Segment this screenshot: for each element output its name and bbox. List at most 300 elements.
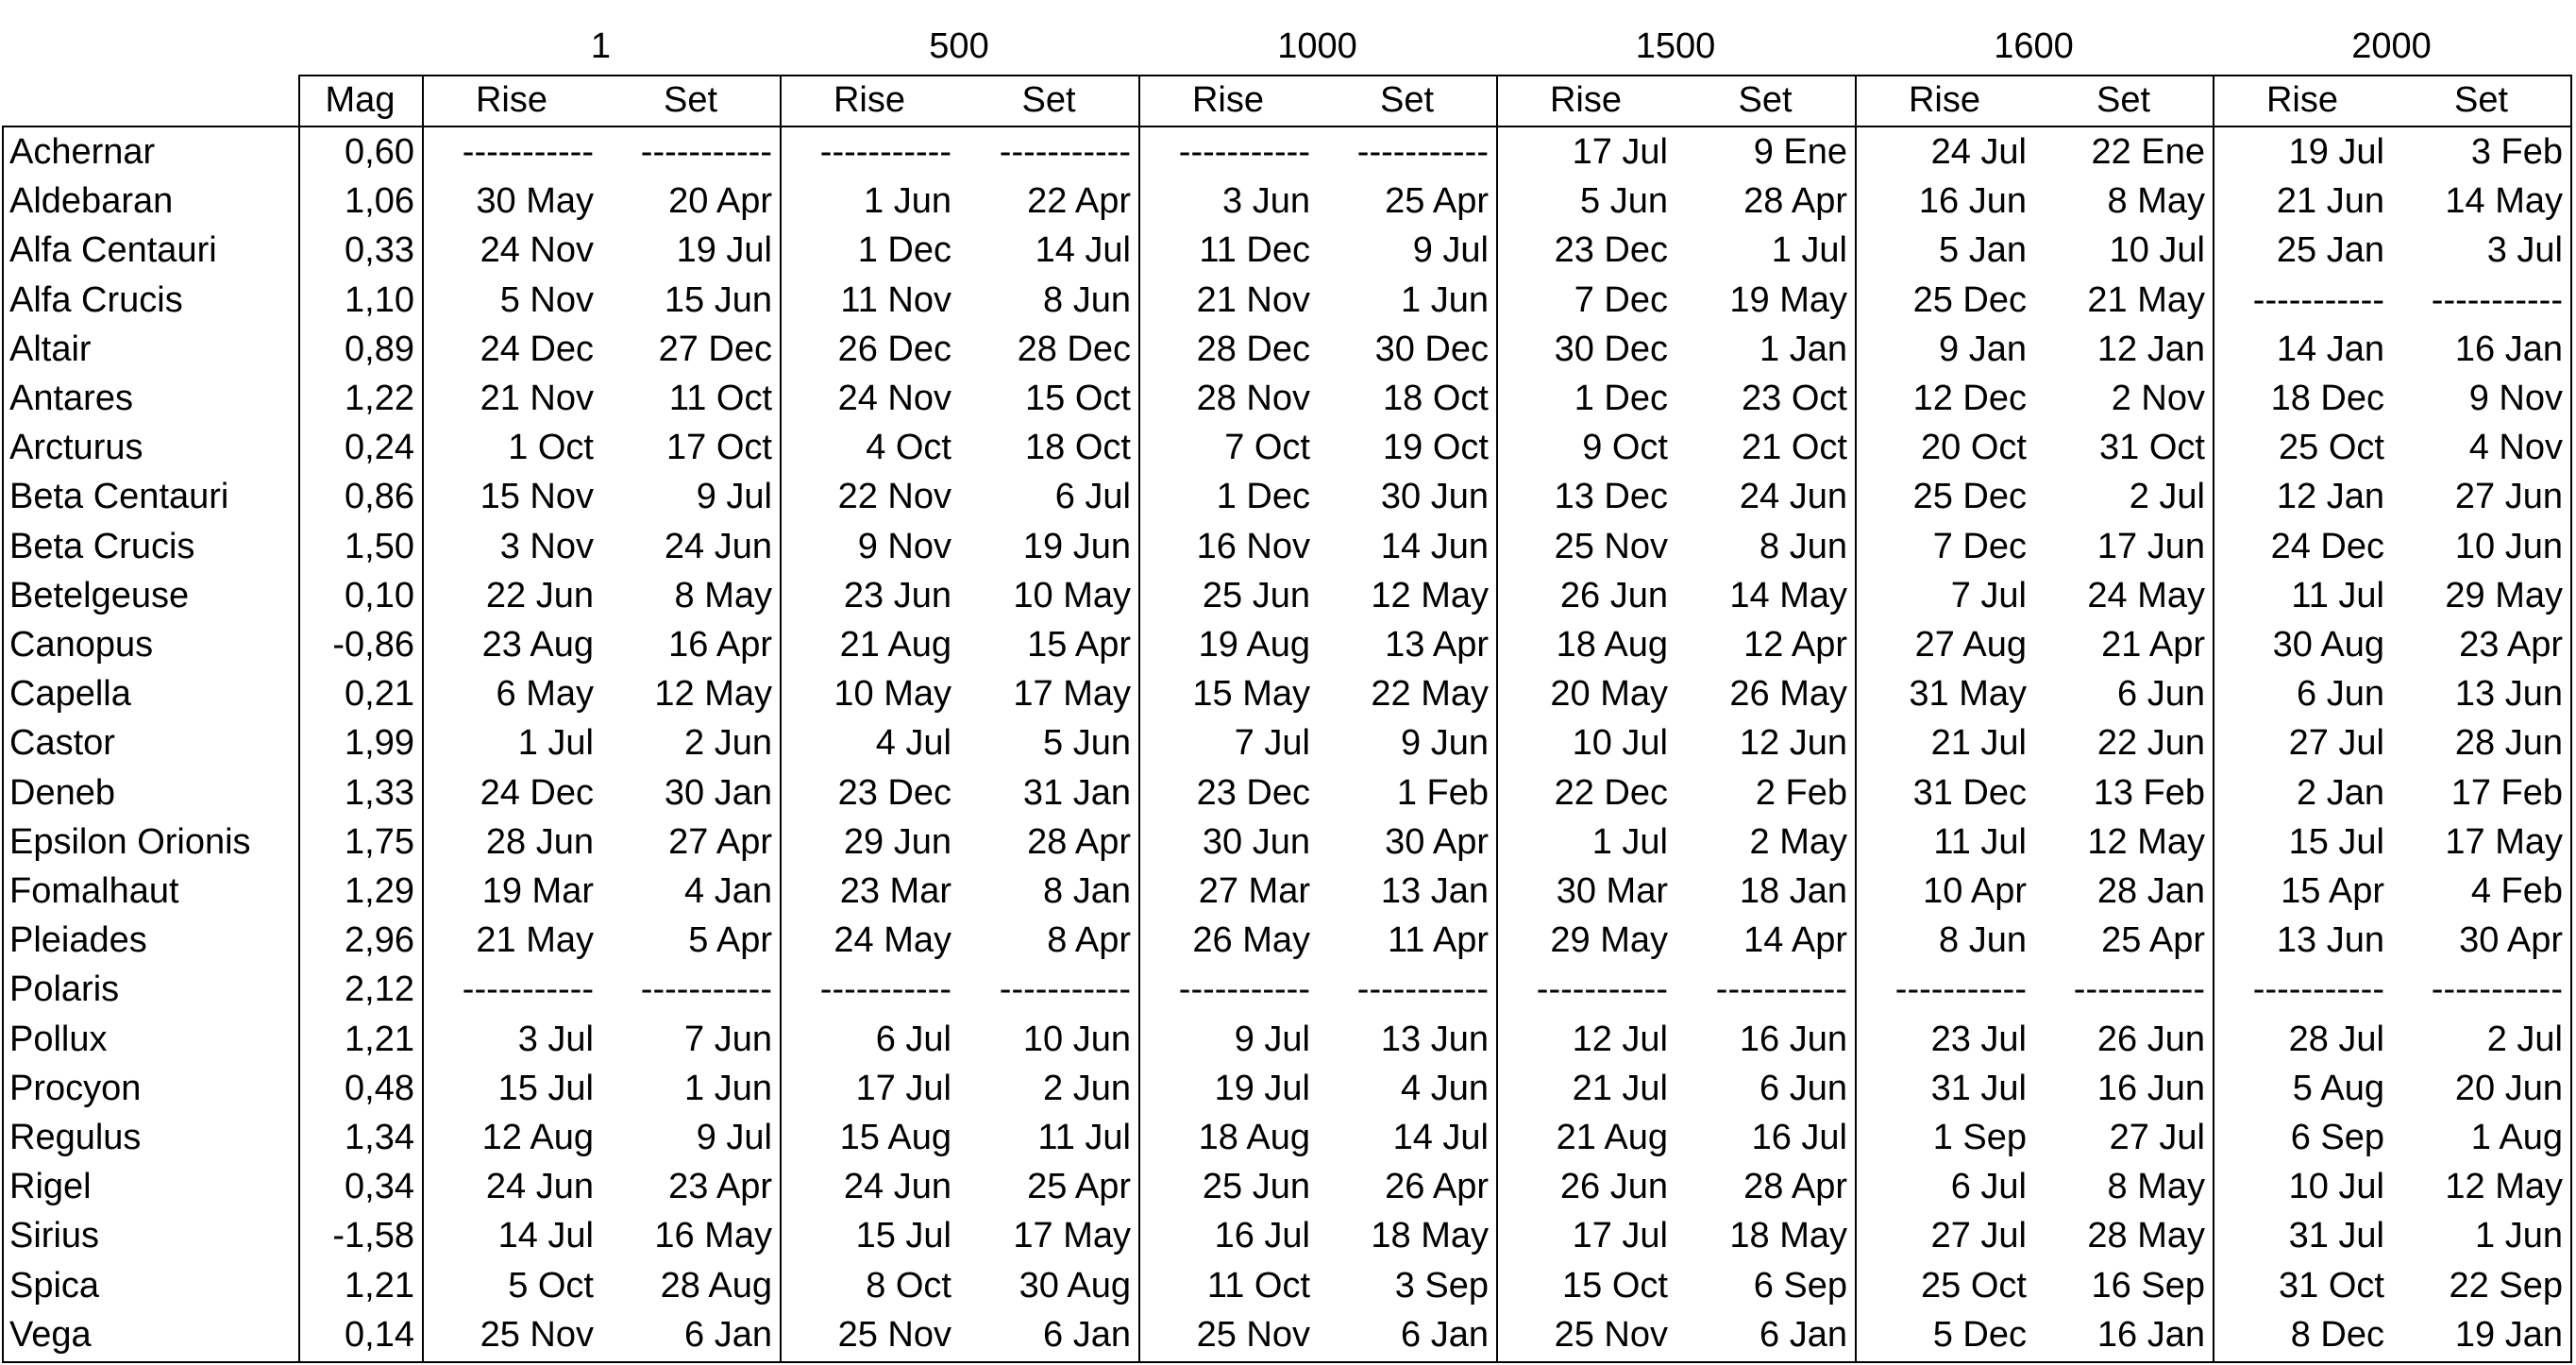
set-date: 6 Jun	[2117, 674, 2205, 714]
rise-date: 23 Dec	[837, 773, 951, 813]
rise-date: 9 Oct	[1582, 428, 1668, 467]
set-header: Set	[663, 80, 718, 120]
rise-date: 28 Jun	[485, 822, 594, 862]
set-date: 9 Ene	[1753, 132, 1847, 172]
set-date: 21 Oct	[1742, 428, 1847, 467]
rise-date: 7 Dec	[1574, 280, 1668, 320]
star-name: Castor	[9, 723, 115, 763]
star-magnitude: 1,34	[345, 1118, 414, 1157]
rise-date: 15 Jul	[497, 1069, 594, 1108]
rise-date: 15 Apr	[2281, 871, 2384, 911]
rise-date: 15 Jul	[2288, 822, 2384, 862]
set-date: 2 Jun	[684, 723, 772, 763]
rise-date: 14 Jan	[2276, 329, 2384, 369]
rise-date: 11 Nov	[840, 280, 951, 320]
rise-date: 1 Sep	[1932, 1118, 2027, 1157]
rise-date: 23 Aug	[481, 625, 594, 665]
rise-date: 23 Jul	[1930, 1020, 2027, 1059]
rise-date: 9 Jan	[1939, 329, 2027, 369]
set-date: 15 Jun	[664, 280, 772, 320]
rise-date: 24 Dec	[480, 329, 594, 369]
rise-date: 11 Dec	[1199, 230, 1310, 270]
set-date: 1 Jul	[1771, 230, 1847, 270]
table-left-border	[2, 126, 4, 1363]
star-magnitude: -1,58	[332, 1216, 414, 1255]
set-header: Set	[2453, 80, 2509, 120]
set-date: -----------	[1356, 132, 1489, 172]
rise-date: 25 Dec	[1912, 280, 2027, 320]
set-date: 21 Apr	[2101, 625, 2205, 665]
set-date: 16 Jul	[1751, 1118, 1847, 1157]
set-date: 13 Apr	[1385, 625, 1489, 665]
rise-date: 28 Dec	[1196, 329, 1310, 369]
rise-date: 3 Jun	[1222, 181, 1310, 221]
rise-date: 9 Jul	[1234, 1020, 1310, 1059]
set-date: 30 Jan	[664, 773, 772, 813]
star-name: Aldebaran	[9, 181, 174, 221]
set-date: -----------	[999, 969, 1131, 1009]
set-date: 10 Jun	[1022, 1020, 1131, 1059]
rise-header: Rise	[2265, 80, 2339, 120]
rise-date: 24 Dec	[2270, 527, 2384, 566]
rise-date: 24 May	[833, 920, 951, 960]
rise-date: 25 Jan	[2276, 230, 2384, 270]
year-label: 2000	[2351, 26, 2432, 66]
rise-date: 15 Nov	[480, 477, 594, 516]
set-date: 22 Ene	[2091, 132, 2205, 172]
rise-date: 11 Oct	[1206, 1266, 1310, 1306]
rise-date: 24 Nov	[837, 379, 951, 418]
star-name: Betelgeuse	[9, 576, 190, 615]
rise-date: -----------	[819, 969, 951, 1009]
rise-date: 16 Jun	[1918, 181, 2027, 221]
rise-date: 19 Jul	[2288, 132, 2384, 172]
set-date: 5 Apr	[688, 920, 772, 960]
rise-date: 21 Jun	[2276, 181, 2384, 221]
set-date: 12 May	[2087, 822, 2205, 862]
rise-date: 18 Dec	[2270, 379, 2384, 418]
body-top-border	[2, 126, 2572, 127]
set-date: 11 Oct	[668, 379, 772, 418]
set-date: 23 Apr	[2459, 625, 2563, 665]
star-name: Regulus	[9, 1118, 142, 1157]
rise-date: 22 Jun	[485, 576, 594, 615]
star-name: Epsilon Orionis	[9, 822, 251, 862]
set-date: 14 Jun	[1380, 527, 1489, 566]
rise-date: 21 Aug	[839, 625, 951, 665]
set-date: 4 Jan	[684, 871, 772, 911]
set-date: 16 Jan	[2454, 329, 2563, 369]
rise-date: 12 Jan	[2276, 477, 2384, 516]
year-label: 1	[590, 26, 612, 66]
set-date: 2 Jul	[2129, 477, 2205, 516]
set-date: 6 Jan	[684, 1315, 772, 1355]
star-magnitude: 0,60	[345, 132, 414, 172]
set-date: 16 Apr	[668, 625, 772, 665]
column-divider	[422, 75, 424, 1363]
set-date: 28 Apr	[1027, 822, 1131, 862]
rise-date: 3 Jul	[517, 1020, 594, 1059]
set-date: 8 Apr	[1047, 920, 1131, 960]
rise-date: 25 Oct	[1921, 1266, 2027, 1306]
set-date: 23 Apr	[668, 1167, 772, 1206]
set-date: 26 Apr	[1385, 1167, 1489, 1206]
star-magnitude: 0,34	[345, 1167, 414, 1206]
set-date: 1 Jan	[1759, 329, 1847, 369]
set-date: 14 May	[2445, 181, 2563, 221]
rise-date: 10 Jul	[2288, 1167, 2384, 1206]
rise-date: 5 Jan	[1939, 230, 2027, 270]
rise-date: 25 Dec	[1912, 477, 2027, 516]
star-magnitude: 0,33	[345, 230, 414, 270]
star-magnitude: 1,99	[345, 723, 414, 763]
rise-header: Rise	[1191, 80, 1265, 120]
rise-date: 6 Sep	[2290, 1118, 2384, 1157]
set-date: 17 Oct	[666, 428, 772, 467]
set-date: 15 Oct	[1025, 379, 1131, 418]
rise-date: 15 Aug	[839, 1118, 951, 1157]
set-date: 28 May	[2087, 1216, 2205, 1255]
set-date: 18 May	[1729, 1216, 1847, 1255]
rise-date: 5 Nov	[499, 280, 594, 320]
set-date: 30 Apr	[2459, 920, 2563, 960]
star-name: Fomalhaut	[9, 871, 179, 911]
column-divider	[2213, 75, 2214, 1363]
rise-date: 24 Nov	[480, 230, 594, 270]
set-date: 19 Jun	[1022, 527, 1131, 566]
set-date: -----------	[640, 132, 772, 172]
set-date: 8 Jun	[1043, 280, 1131, 320]
set-header: Set	[1021, 80, 1076, 120]
rise-date: -----------	[819, 132, 951, 172]
set-date: 24 May	[2087, 576, 2205, 615]
set-date: 28 Aug	[660, 1266, 772, 1306]
set-date: 4 Nov	[2468, 428, 2563, 467]
rise-date: -----------	[1894, 969, 2027, 1009]
rise-date: -----------	[462, 969, 594, 1009]
set-date: 2 Nov	[2111, 379, 2205, 418]
star-name: Capella	[9, 674, 131, 714]
set-date: 6 Jul	[1054, 477, 1131, 516]
rise-header: Rise	[1549, 80, 1623, 120]
rise-date: 28 Jul	[2288, 1020, 2384, 1059]
rise-date: 16 Jul	[1214, 1216, 1310, 1255]
set-date: -----------	[640, 969, 772, 1009]
year-label: 1600	[1994, 26, 2074, 66]
set-date: 3 Jul	[2486, 230, 2563, 270]
set-date: 29 May	[2445, 576, 2563, 615]
set-date: 14 Apr	[1743, 920, 1847, 960]
set-date: 4 Feb	[2470, 871, 2563, 911]
rise-date: 27 Jul	[1930, 1216, 2027, 1255]
rise-date: 15 Oct	[1562, 1266, 1668, 1306]
rise-date: 3 Nov	[499, 527, 594, 566]
rise-date: 19 Aug	[1198, 625, 1310, 665]
set-date: 17 Jun	[2096, 527, 2205, 566]
rise-date: 25 Nov	[837, 1315, 951, 1355]
set-date: 31 Oct	[2099, 428, 2205, 467]
rise-date: 2 Jan	[2297, 773, 2384, 813]
star-magnitude: 0,86	[345, 477, 414, 516]
rise-date: 4 Jul	[875, 723, 951, 763]
set-date: 25 Apr	[1027, 1167, 1131, 1206]
rise-date: 22 Dec	[1554, 773, 1668, 813]
column-divider	[780, 75, 782, 1363]
set-date: 12 May	[2445, 1167, 2563, 1206]
set-date: 13 Jan	[1380, 871, 1489, 911]
rise-date: 29 May	[1550, 920, 1668, 960]
rise-date: 29 Jun	[843, 822, 951, 862]
rise-date: -----------	[1178, 132, 1310, 172]
star-magnitude: 1,10	[345, 280, 414, 320]
rise-date: 8 Dec	[2290, 1315, 2384, 1355]
rise-date: 30 Aug	[2272, 625, 2384, 665]
set-date: 8 Jun	[1759, 527, 1847, 566]
set-date: 11 Jul	[1037, 1118, 1131, 1157]
set-date: 27 Apr	[668, 822, 772, 862]
star-magnitude: 1,21	[345, 1020, 414, 1059]
rise-date: 25 Nov	[1554, 527, 1668, 566]
rise-date: 30 Dec	[1554, 329, 1668, 369]
set-header: Set	[1379, 80, 1435, 120]
rise-date: 25 Nov	[1554, 1315, 1668, 1355]
set-date: 1 Jun	[684, 1069, 772, 1108]
set-date: 18 May	[1371, 1216, 1489, 1255]
set-date: -----------	[1715, 969, 1847, 1009]
rise-date: 27 Mar	[1198, 871, 1310, 911]
rise-date: 20 Oct	[1921, 428, 2027, 467]
year-label: 500	[929, 26, 989, 66]
set-date: 28 Jun	[2454, 723, 2563, 763]
set-date: 2 Jul	[2486, 1020, 2563, 1059]
rise-date: 5 Aug	[2292, 1069, 2384, 1108]
set-date: 9 Nov	[2468, 379, 2563, 418]
rise-date: 15 May	[1192, 674, 1310, 714]
star-magnitude: 1,21	[345, 1266, 414, 1306]
set-date: 23 Oct	[1742, 379, 1847, 418]
rise-date: 20 May	[1550, 674, 1668, 714]
column-divider	[1496, 75, 1498, 1363]
set-date: 8 May	[674, 576, 772, 615]
set-date: 28 Apr	[1743, 1167, 1847, 1206]
set-date: 18 Jan	[1739, 871, 1847, 911]
star-name: Beta Crucis	[9, 527, 195, 566]
rise-date: 5 Jun	[1580, 181, 1668, 221]
set-date: 7 Jun	[684, 1020, 772, 1059]
star-name: Procyon	[9, 1069, 142, 1108]
star-name: Beta Centauri	[9, 477, 229, 516]
rise-date: 18 Aug	[1556, 625, 1668, 665]
rise-date: 26 Dec	[837, 329, 951, 369]
set-date: 1 Jun	[2475, 1216, 2563, 1255]
rise-date: -----------	[2252, 969, 2384, 1009]
rise-date: 23 Mar	[839, 871, 951, 911]
set-date: 28 Apr	[1743, 181, 1847, 221]
star-magnitude: 1,50	[345, 527, 414, 566]
rise-date: 1 Oct	[508, 428, 594, 467]
set-date: 15 Apr	[1027, 625, 1131, 665]
rise-date: 31 Dec	[1912, 773, 2027, 813]
rise-date: 4 Oct	[866, 428, 951, 467]
set-date: 10 May	[1013, 576, 1131, 615]
rise-date: 17 Jul	[855, 1069, 951, 1108]
rise-date: 21 Nov	[480, 379, 594, 418]
set-date: 6 Jan	[1401, 1315, 1489, 1355]
set-date: 28 Jan	[2096, 871, 2205, 911]
set-date: 9 Jun	[1401, 723, 1489, 763]
star-magnitude: 0,89	[345, 329, 414, 369]
star-magnitude: 0,48	[345, 1069, 414, 1108]
set-date: 16 Jan	[2096, 1315, 2205, 1355]
star-name: Alfa Crucis	[9, 280, 183, 320]
set-date: 22 May	[1371, 674, 1489, 714]
star-magnitude: 0,24	[345, 428, 414, 467]
rise-date: 21 Jul	[1930, 723, 2027, 763]
column-divider	[1138, 75, 1140, 1363]
star-name: Achernar	[9, 132, 156, 172]
set-date: 1 Jun	[1401, 280, 1489, 320]
set-date: 11 Apr	[1387, 920, 1489, 960]
set-header: Set	[1738, 80, 1793, 120]
star-name: Altair	[9, 329, 92, 369]
star-magnitude: 1,75	[345, 822, 414, 862]
rise-date: 25 Jun	[1202, 576, 1310, 615]
set-date: 21 May	[2087, 280, 2205, 320]
star-name: Arcturus	[9, 428, 143, 467]
rise-date: 7 Dec	[1932, 527, 2027, 566]
set-date: 30 Dec	[1374, 329, 1489, 369]
set-header: Set	[2096, 80, 2151, 120]
set-date: 26 Jun	[2096, 1020, 2205, 1059]
rise-date: 19 Jul	[1214, 1069, 1310, 1108]
set-date: 16 Jun	[2096, 1069, 2205, 1108]
set-date: 22 Sep	[2449, 1266, 2563, 1306]
set-date: 30 Aug	[1019, 1266, 1131, 1306]
rise-date: 26 May	[1192, 920, 1310, 960]
set-date: 12 May	[1371, 576, 1489, 615]
set-date: 6 Jan	[1043, 1315, 1131, 1355]
rise-date: 12 Jul	[1572, 1020, 1668, 1059]
set-date: 5 Jun	[1043, 723, 1131, 763]
rise-date: 25 Nov	[1196, 1315, 1310, 1355]
rise-date: 24 Jun	[485, 1167, 594, 1206]
star-magnitude: 0,10	[345, 576, 414, 615]
set-date: 24 Jun	[664, 527, 772, 566]
set-date: 16 Sep	[2091, 1266, 2205, 1306]
star-name: Pleiades	[9, 920, 147, 960]
rise-date: 7 Oct	[1224, 428, 1310, 467]
rise-date: 21 Nov	[1196, 280, 1310, 320]
set-date: 12 Apr	[1743, 625, 1847, 665]
set-date: 14 Jul	[1392, 1118, 1489, 1157]
rise-date: 16 Nov	[1196, 527, 1310, 566]
rise-date: 10 Apr	[1923, 871, 2027, 911]
set-date: -----------	[2431, 280, 2563, 320]
rise-date: 25 Oct	[2279, 428, 2384, 467]
rise-date: 1 Dec	[1574, 379, 1668, 418]
set-date: 17 May	[1013, 674, 1131, 714]
star-name: Alfa Centauri	[9, 230, 217, 270]
set-date: 8 Jan	[1043, 871, 1131, 911]
rise-date: -----------	[2252, 280, 2384, 320]
set-date: 28 Dec	[1017, 329, 1131, 369]
rise-date: 17 Jul	[1572, 132, 1668, 172]
rise-date: 12 Aug	[481, 1118, 594, 1157]
set-date: 17 May	[1013, 1216, 1131, 1255]
rise-date: 6 May	[496, 674, 594, 714]
rise-date: 6 Jul	[1950, 1167, 2027, 1206]
year-label: 1500	[1635, 26, 1716, 66]
star-name: Rigel	[9, 1167, 92, 1206]
set-date: 8 May	[2107, 181, 2205, 221]
star-name: Sirius	[9, 1216, 100, 1255]
rise-date: 30 Jun	[1202, 822, 1310, 862]
rise-date: 27 Aug	[1914, 625, 2027, 665]
set-date: 13 Jun	[1380, 1020, 1489, 1059]
rise-date: 5 Dec	[1932, 1315, 2027, 1355]
set-date: 19 Jul	[676, 230, 772, 270]
rise-date: 25 Nov	[480, 1315, 594, 1355]
set-date: 8 May	[2107, 1167, 2205, 1206]
rise-date: 7 Jul	[1950, 576, 2027, 615]
set-date: 19 Jan	[2454, 1315, 2563, 1355]
rise-date: 23 Dec	[1554, 230, 1668, 270]
mag-header: Mag	[325, 80, 396, 120]
rise-date: 17 Jul	[1572, 1216, 1668, 1255]
rise-date: 10 Jul	[1572, 723, 1668, 763]
set-date: 10 Jun	[2454, 527, 2563, 566]
set-date: 17 May	[2445, 822, 2563, 862]
column-divider	[298, 75, 300, 1363]
rise-date: 1 Jun	[864, 181, 951, 221]
rise-date: 30 Mar	[1556, 871, 1668, 911]
star-magnitude: 2,96	[345, 920, 414, 960]
rise-date: 23 Jun	[843, 576, 951, 615]
rise-header: Rise	[475, 80, 548, 120]
set-date: 10 Jul	[2109, 230, 2205, 270]
rise-date: 18 Aug	[1198, 1118, 1310, 1157]
star-magnitude: 2,12	[345, 969, 414, 1009]
set-date: 1 Feb	[1396, 773, 1489, 813]
rise-date: 6 Jul	[875, 1020, 951, 1059]
star-magnitude: -0,86	[332, 625, 414, 665]
set-date: 18 Oct	[1383, 379, 1489, 418]
rise-date: 1 Dec	[857, 230, 951, 270]
rise-date: 23 Dec	[1196, 773, 1310, 813]
set-date: -----------	[1356, 969, 1489, 1009]
header-top-border	[298, 75, 2572, 76]
set-date: 26 May	[1729, 674, 1847, 714]
rise-date: 13 Jun	[2276, 920, 2384, 960]
rise-date: 22 Nov	[837, 477, 951, 516]
set-date: 27 Jul	[2109, 1118, 2205, 1157]
set-date: 19 May	[1729, 280, 1847, 320]
year-label: 1000	[1277, 26, 1357, 66]
set-date: 14 Jul	[1035, 230, 1131, 270]
set-date: 14 May	[1729, 576, 1847, 615]
set-date: 24 Jun	[1739, 477, 1847, 516]
set-date: 2 May	[1749, 822, 1847, 862]
set-date: 1 Aug	[2470, 1118, 2563, 1157]
rise-date: 1 Dec	[1216, 477, 1310, 516]
star-magnitude: 0,21	[345, 674, 414, 714]
rise-date: 12 Dec	[1912, 379, 2027, 418]
set-date: 12 May	[654, 674, 772, 714]
star-magnitude: 1,33	[345, 773, 414, 813]
rise-date: 24 Jul	[1930, 132, 2027, 172]
star-magnitude: 1,22	[345, 379, 414, 418]
set-date: 3 Sep	[1394, 1266, 1489, 1306]
